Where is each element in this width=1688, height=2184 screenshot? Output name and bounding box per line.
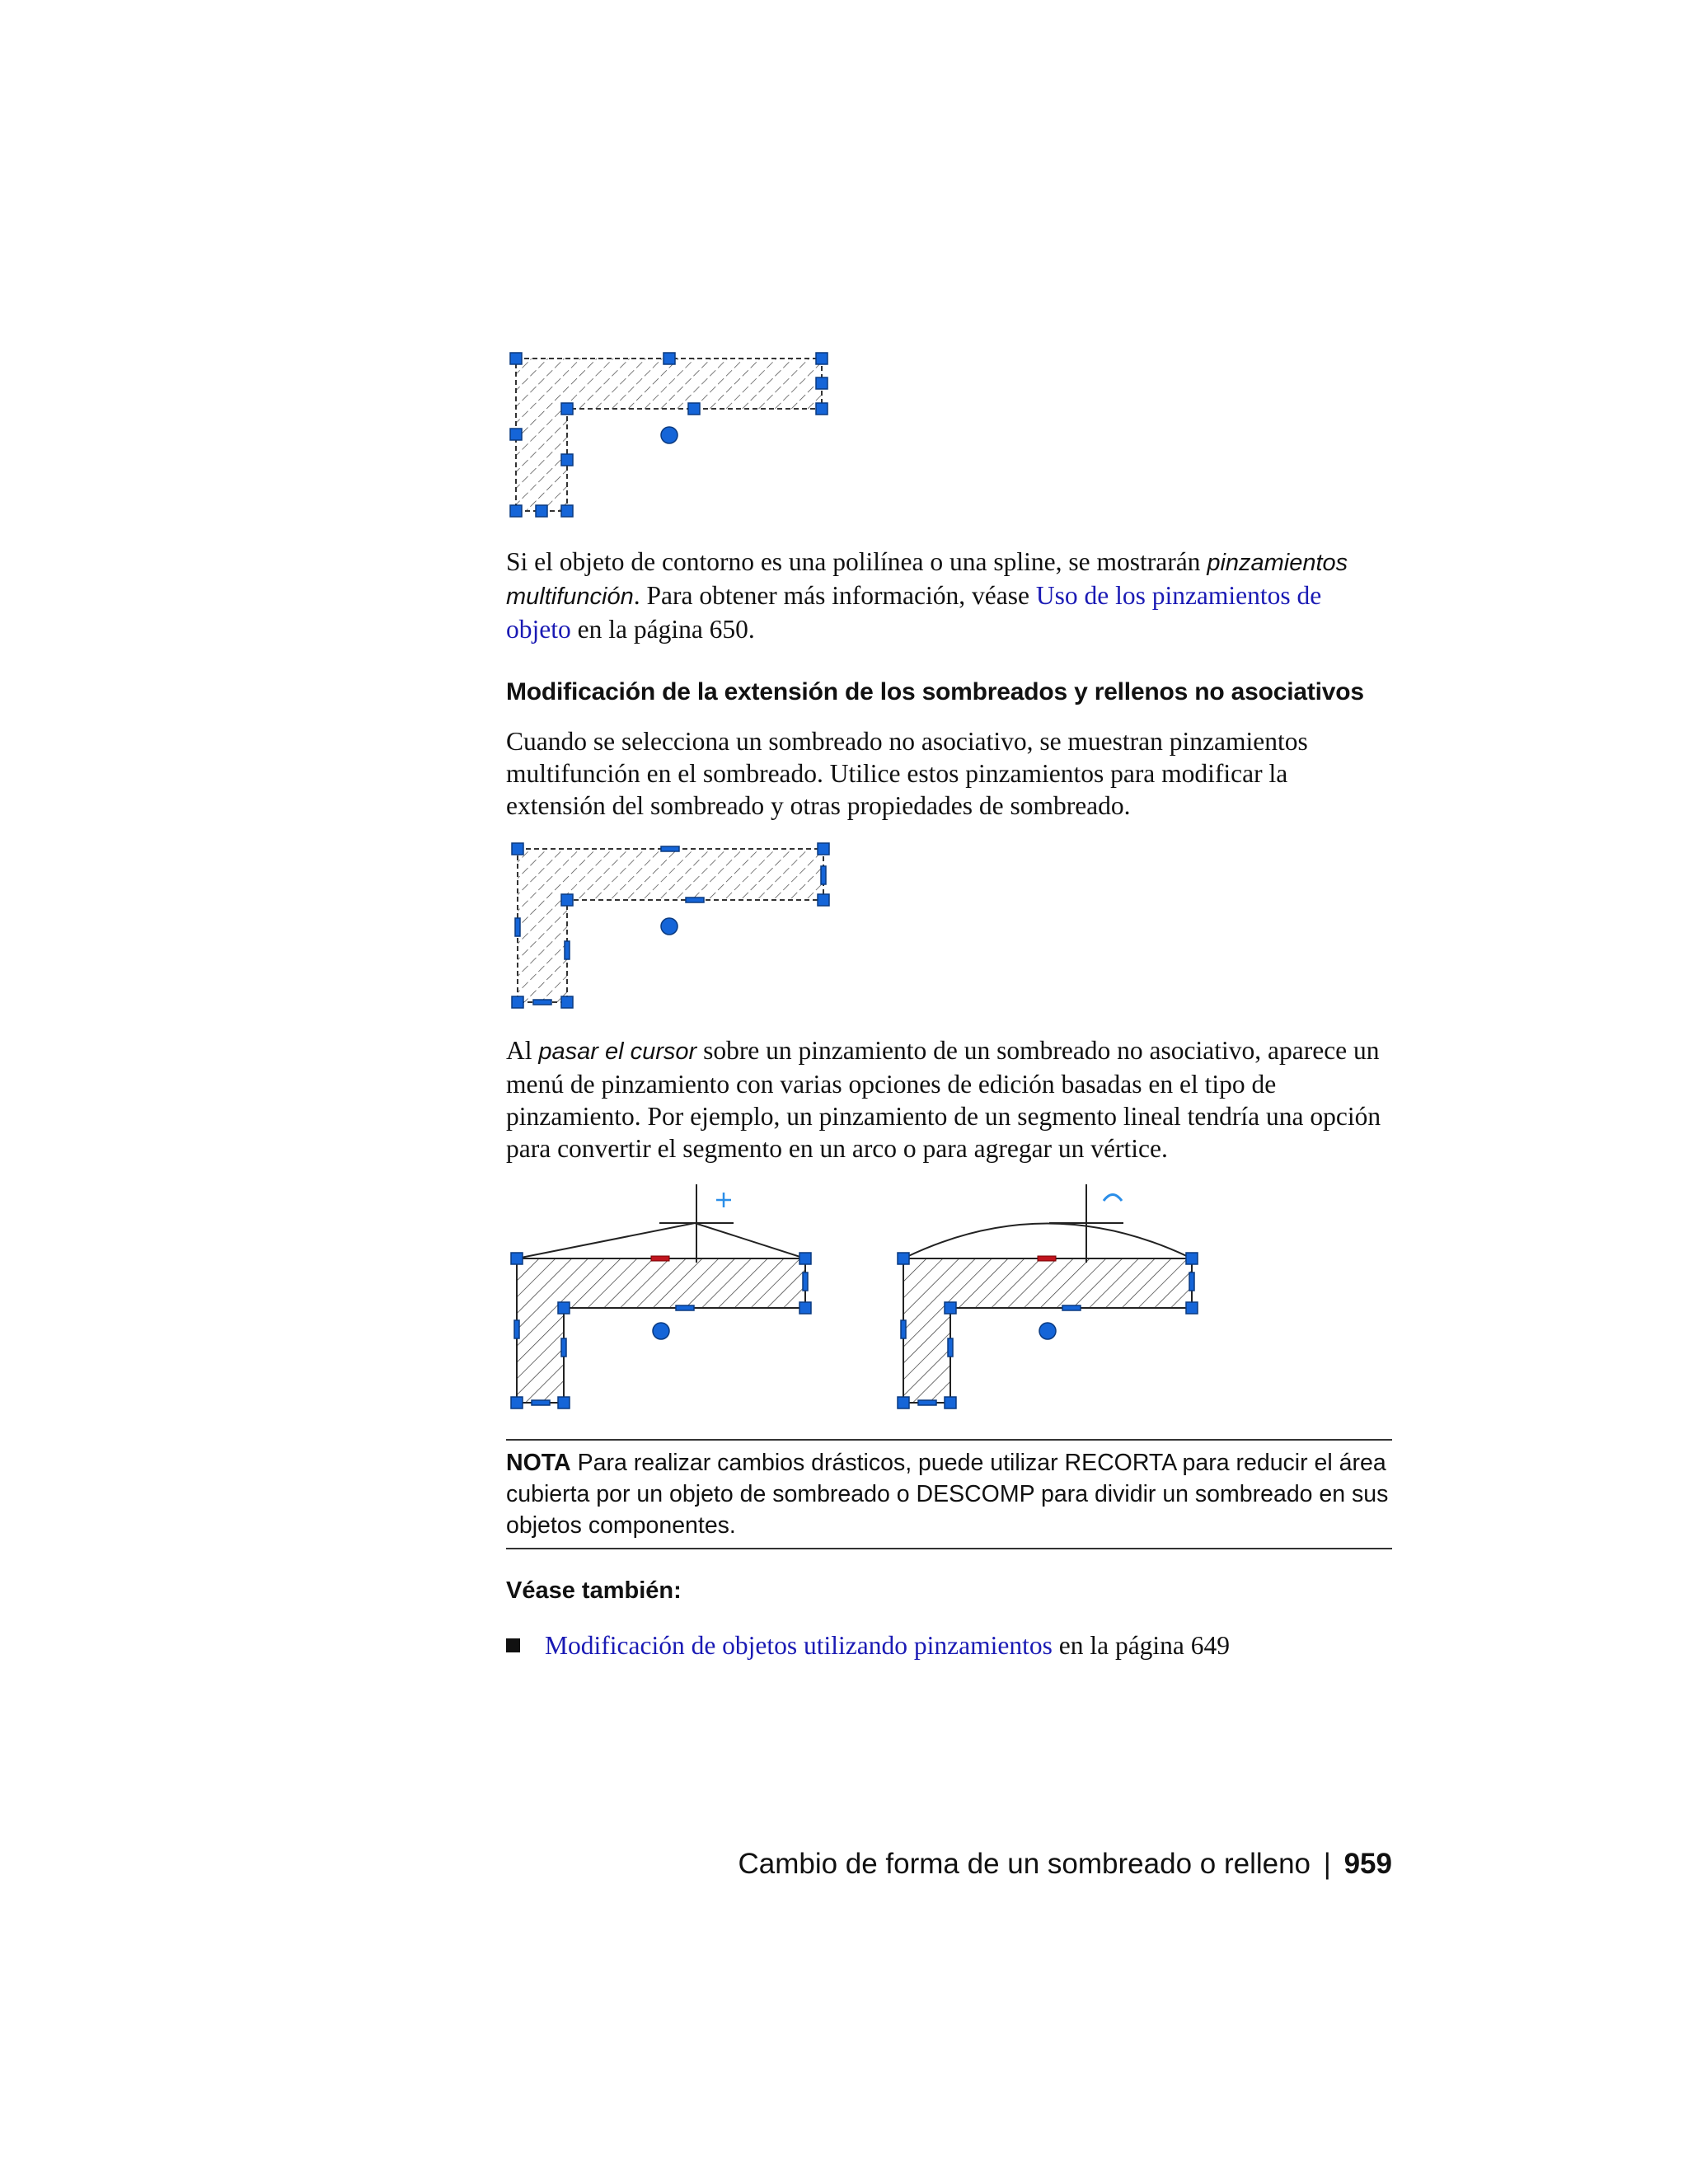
note-box [506, 1439, 1392, 1549]
note-label: NOTA [506, 1450, 571, 1476]
page-number: 959 [1343, 1848, 1392, 1880]
figure-convert-arc [890, 1180, 1220, 1419]
figure-hatch-boundary-grips [495, 346, 841, 527]
link-uso-pinzamientos[interactable]: Uso de los pinzamientos de objeto [506, 581, 1322, 644]
paragraph-boundary-grips [506, 546, 1392, 645]
footer-title: Cambio de forma de un sombreado o relleno [738, 1848, 1311, 1880]
section-heading: Modificación de la extensión de los sombreados y rellenos no asociativos [506, 678, 1364, 705]
paragraph-non-associative: Cuando se selecciona un sombreado no asociativo, se muestran pinzamientos multifunción en el sombreado. Utilice estos pinzamientos para modificar la extensión del sombreado y otras propiedades de sombreado. [506, 727, 1308, 820]
para1-text-2: . Para obtener más información, véase [633, 581, 1036, 610]
plus-icon [716, 1193, 731, 1207]
footer-separator: | [1323, 1848, 1331, 1880]
arc-icon [1104, 1195, 1122, 1202]
note-text: Para realizar cambios drásticos, puede utilizar RECORTA para reducir el área cubierta por un objeto de sombreado o DESCOMP para dividir un sombreado en sus objetos componentes. [506, 1450, 1389, 1539]
para3-text-1: Al [506, 1036, 539, 1065]
see-also-item [506, 1629, 1230, 1662]
para3-text-2: sobre un pinzamiento de un sombreado no asociativo, aparece un menú de pinzamiento con varias opciones de edición basadas en el tipo de pinzamiento. Por ejemplo, un pinzamiento de un segmento lineal tendría una opción para convertir el segmento en un arco o para agregar un vértice. [506, 1036, 1381, 1163]
link-modificacion-pinzamientos[interactable]: Modificación de objetos utilizando pinzamientos [545, 1631, 1053, 1660]
figure-add-vertex [503, 1180, 832, 1419]
para1-emphasis: pinzamientos multifunción [506, 550, 1348, 610]
square-bullet-icon [506, 1638, 520, 1652]
see-also-title: Véase también: [506, 1577, 682, 1604]
figure-multifunction-grips [495, 836, 841, 1017]
para1-text-3: en la página 650. [570, 615, 755, 644]
page-footer [738, 1846, 1392, 1882]
paragraph-hover-grips [506, 1034, 1392, 1165]
para1-text-1: Si el objeto de contorno es una polilínea o una spline, se mostrarán [506, 547, 1207, 576]
see-also-item-suffix: en la página 649 [1052, 1631, 1231, 1660]
para3-emphasis: pasar el cursor [538, 1038, 697, 1065]
